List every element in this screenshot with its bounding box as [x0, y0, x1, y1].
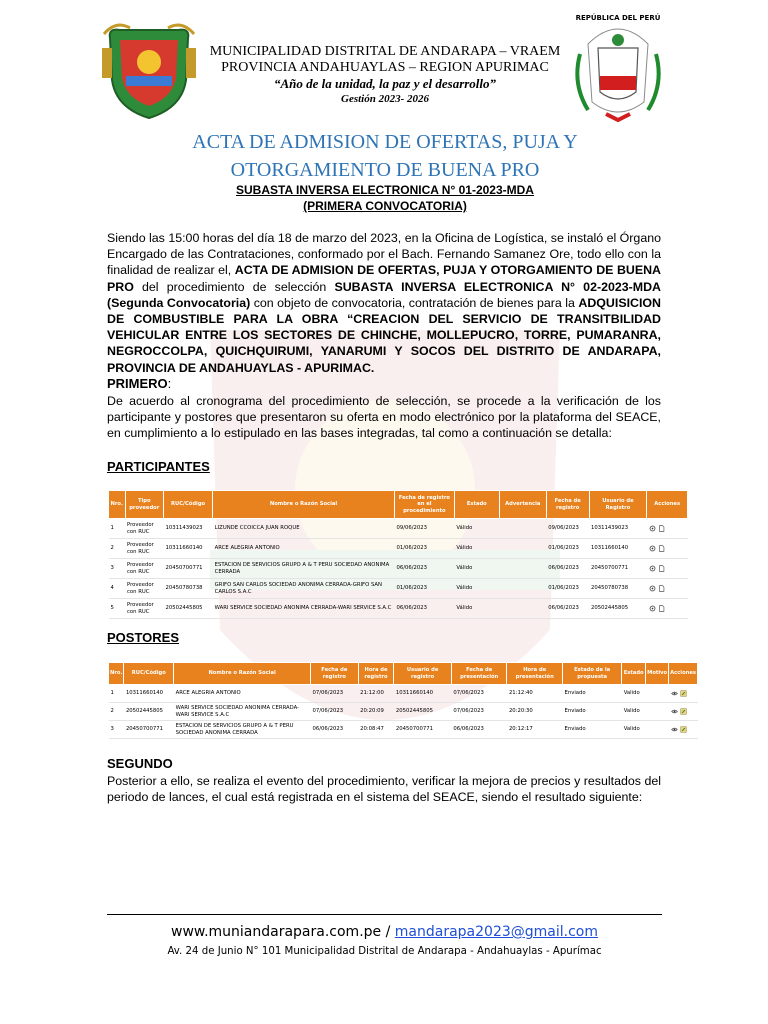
eye-icon[interactable] [671, 726, 678, 733]
table-row [109, 559, 688, 579]
participantes-col-header: Advertencia [499, 491, 546, 519]
postores-actions-cell [669, 703, 698, 721]
participantes-cell: 20502445805 [163, 599, 212, 619]
peru-coat-of-arms-logo [570, 14, 666, 126]
header-line-1: MUNICIPALIDAD DISTRITAL DE ANDARAPA – VRAEM [209, 44, 561, 59]
participantes-heading: PARTICIPANTES [107, 459, 210, 474]
participantes-cell: 20450780738 [163, 579, 212, 599]
postores-col-header: Hora de presentación [507, 663, 563, 685]
header-block [190, 44, 580, 107]
footer-address: Av. 24 de Junio N° 101 Municipalidad Distrital de Andarapa - Andahuaylas - Apurímac [167, 946, 602, 957]
table-row [109, 703, 698, 721]
action-icons [649, 606, 667, 612]
action-icons [671, 691, 689, 697]
participantes-cell [499, 519, 546, 539]
postores-cell: 20502445805 [394, 703, 452, 721]
participantes-cell: ARCE ALEGRIA ANTONIO [213, 539, 395, 559]
participantes-cell: LIZUNDE CCOICCA JUAN ROQUE [213, 519, 395, 539]
postores-col-header: RUC/Código [124, 663, 174, 685]
postores-cell: Enviado [563, 721, 622, 739]
participantes-cell: 20450700771 [163, 559, 212, 579]
participantes-col-header: Fecha de registro [546, 491, 589, 519]
postores-cell: 20502445805 [124, 703, 174, 721]
participantes-cell [499, 599, 546, 619]
postores-cell: 21:12:40 [507, 685, 563, 703]
postores-actions-cell [669, 721, 698, 739]
participantes-cell: 01/06/2023 [546, 579, 589, 599]
participantes-cell: 09/06/2023 [546, 519, 589, 539]
postores-cell: 1 [109, 685, 124, 703]
postores-table-body [109, 685, 698, 739]
footer-email-link[interactable]: mandarapa2023@gmail.com [394, 924, 598, 940]
document-title [120, 128, 650, 184]
table-row [109, 579, 688, 599]
postores-col-header: Usuario de registro [394, 663, 452, 685]
intro-bold-2: SUBASTA INVERSA ELECTRONICA N° 02-2023-MDA (Segunda Convocatoria) [107, 279, 661, 310]
participantes-cell: 20502445805 [589, 599, 647, 619]
participantes-cell: 06/06/2023 [546, 599, 589, 619]
municipal-shield-logo [100, 18, 198, 122]
document-subtitle [150, 182, 620, 214]
participantes-col-header: Nombre o Razón Social [213, 491, 395, 519]
postores-cell: Enviado [563, 703, 622, 721]
postores-col-header: Fecha de registro [311, 663, 359, 685]
action-icons [649, 586, 667, 592]
intro-paragraph [107, 230, 661, 376]
title-line-2: OTORGAMIENTO DE BUENA PRO [230, 159, 540, 181]
document-icon[interactable] [658, 545, 665, 552]
subtitle-line-1: SUBASTA INVERSA ELECTRONICA N° 01-2023-MDA [236, 183, 534, 197]
eye-icon[interactable] [671, 690, 678, 697]
postores-cell: Enviado [563, 685, 622, 703]
participantes-cell: WARI SERVICE SOCIEDAD ANONIMA CERRADA-WARI SERVICE S.A.C [213, 599, 395, 619]
postores-cell: 20:20:30 [507, 703, 563, 721]
footer-contact [107, 922, 662, 942]
participantes-actions-cell [647, 519, 688, 539]
participantes-cell: Proveedor con RUC [125, 579, 163, 599]
postores-cell: Valido [622, 703, 646, 721]
postores-cell: 06/06/2023 [451, 721, 507, 739]
postores-col-header: Motivo [646, 663, 669, 685]
participantes-table [108, 490, 688, 619]
table-row [109, 539, 688, 559]
postores-actions-cell [669, 685, 698, 703]
postores-col-header: Hora de registro [358, 663, 394, 685]
participantes-cell: 1 [109, 519, 126, 539]
participantes-cell: 10311660140 [589, 539, 647, 559]
participantes-cell: 10311660140 [163, 539, 212, 559]
participantes-cell: 09/06/2023 [394, 519, 454, 539]
action-icons [649, 566, 667, 572]
postores-col-header: Nombre o Razón Social [174, 663, 311, 685]
action-icons [671, 709, 689, 715]
postores-cell: 20:20:09 [358, 703, 394, 721]
table-row [109, 685, 698, 703]
segundo-paragraph: Posterior a ello, se realiza el evento del procedimiento, verificar la mejora de precios y resultados del periodo de lances, el cual está registrada en el sistema del SEACE, siendo el resultado siguiente: [107, 774, 661, 805]
primero-label: PRIMERO [107, 376, 168, 391]
intro-text-2: del procedimiento de selección [133, 279, 335, 294]
primero-paragraph: De acuerdo al cronograma del procedimiento de selección, se procede a la verificación de los participante y postores que presentaron su oferta en modo electrónico por la plataforma del SEACE, en cumplimiento a lo estipulado en las bases integradas, tal como a continuación se detalla: [107, 394, 661, 441]
postores-cell: Valido [622, 685, 646, 703]
participantes-cell: 01/06/2023 [394, 579, 454, 599]
participantes-actions-cell [647, 579, 688, 599]
header-slogan: “Año de la unidad, la paz y el desarrollo” [273, 76, 497, 91]
participantes-actions-cell [647, 539, 688, 559]
postores-col-header: Nro. [109, 663, 124, 685]
postores-cell: 07/06/2023 [311, 703, 359, 721]
postores-cell: 3 [109, 721, 124, 739]
edit-icon[interactable] [680, 708, 687, 715]
primero-heading [107, 376, 171, 391]
postores-cell: 07/06/2023 [451, 703, 507, 721]
header-gestion: Gestión 2023- 2026 [341, 93, 429, 105]
action-icons [671, 727, 689, 733]
table-row [109, 519, 688, 539]
postores-cell: 07/06/2023 [311, 685, 359, 703]
postores-heading: POSTORES [107, 630, 180, 645]
intro-bold-1: ACTA DE ADMISION DE OFERTAS, PUJA Y OTORGAMIENTO DE BUENA PRO [107, 263, 662, 294]
document-icon[interactable] [658, 565, 665, 572]
participantes-cell [499, 579, 546, 599]
document-icon[interactable] [658, 585, 665, 592]
participantes-cell: 01/06/2023 [394, 539, 454, 559]
postores-cell: 10311660140 [394, 685, 452, 703]
postores-cell: 20450700771 [394, 721, 452, 739]
participantes-cell: Proveedor con RUC [125, 559, 163, 579]
segundo-heading: SEGUNDO [107, 756, 173, 771]
postores-cell [646, 685, 669, 703]
postores-cell: ARCE ALEGRIA ANTONIO [174, 685, 311, 703]
participantes-col-header: Acciones [647, 491, 688, 519]
edit-icon[interactable] [680, 690, 687, 697]
participantes-cell: Proveedor con RUC [125, 599, 163, 619]
postores-col-header: Estado de la propuesta [563, 663, 622, 685]
intro-text-1: Siendo las 15:00 horas del día 18 de marzo del 2023, en la Oficina de Logística, se instaló el Órgano Encargado de las Contrataciones, conformado por el Bach. Fernando Samanez Ore, todo ello con la finalidad de realizar el, [107, 231, 661, 278]
view-icon[interactable] [649, 525, 656, 532]
table-row [109, 721, 698, 739]
document-icon[interactable] [658, 605, 665, 612]
participantes-col-header: Fecha de registro en el procedimiento [394, 491, 454, 519]
postores-table [108, 662, 698, 739]
participantes-cell: 4 [109, 579, 126, 599]
header-line-2: PROVINCIA ANDAHUAYLAS – REGION APURIMAC [221, 60, 549, 75]
postores-cell: 10311660140 [124, 685, 174, 703]
participantes-cell: 20450700771 [589, 559, 647, 579]
postores-cell: 20:12:17 [507, 721, 563, 739]
table-row [109, 599, 688, 619]
participantes-col-header: Usuario de Registro [589, 491, 647, 519]
peru-shield-caption: REPÚBLICA DEL PERÚ [575, 14, 661, 22]
participantes-cell: Válido [454, 519, 499, 539]
participantes-cell: Válido [454, 579, 499, 599]
subtitle-line-2: (PRIMERA CONVOCATORIA) [303, 199, 467, 213]
postores-cell: 2 [109, 703, 124, 721]
view-icon[interactable] [649, 605, 656, 612]
participantes-cell: GRIFO SAN CARLOS SOCIEDAD ANONIMA CERRADA-GRIFO SAN CARLOS S.A.C [213, 579, 395, 599]
participantes-cell: 2 [109, 539, 126, 559]
postores-col-header: Estado [622, 663, 646, 685]
participantes-actions-cell [647, 599, 688, 619]
participantes-cell: Proveedor con RUC [125, 539, 163, 559]
postores-cell [646, 721, 669, 739]
participantes-cell: 10311439023 [589, 519, 647, 539]
participantes-table-body [109, 519, 688, 619]
participantes-cell: 20450780738 [589, 579, 647, 599]
participantes-cell: 06/06/2023 [394, 559, 454, 579]
edit-icon[interactable] [680, 726, 687, 733]
participantes-col-header: RUC/Código [163, 491, 212, 519]
participantes-col-header: Tipo proveedor [125, 491, 163, 519]
postores-header-row [109, 663, 698, 685]
postores-cell: ESTACION DE SERVICIOS GRUPO A & T PERU SOCIEDAD ANONIMA CERRADA [174, 721, 311, 739]
postores-cell: 21:12:00 [358, 685, 394, 703]
action-icons [649, 526, 667, 532]
participantes-cell: 3 [109, 559, 126, 579]
postores-cell: 07/06/2023 [451, 685, 507, 703]
participantes-cell: Válido [454, 599, 499, 619]
view-icon[interactable] [649, 585, 656, 592]
view-icon[interactable] [649, 545, 656, 552]
postores-cell: 20:08:47 [358, 721, 394, 739]
primero-colon: : [167, 376, 172, 391]
postores-col-header: Fecha de presentación [451, 663, 507, 685]
participantes-cell: 01/06/2023 [546, 539, 589, 559]
participantes-cell [499, 539, 546, 559]
postores-cell: WARI SERVICE SOCIEDAD ANONIMA CERRADA-WARI SERVICE S.A.C [174, 703, 311, 721]
participantes-cell: 06/06/2023 [394, 599, 454, 619]
participantes-cell: 10311439023 [163, 519, 212, 539]
footer-website[interactable]: www.muniandarapara.com.pe [171, 924, 382, 940]
document-icon[interactable] [658, 525, 665, 532]
participantes-cell: ESTACION DE SERVICIOS GRUPO A & T PERU SOCIEDAD ANONIMA CERRADA [213, 559, 395, 579]
action-icons [649, 546, 667, 552]
postores-cell [646, 703, 669, 721]
eye-icon[interactable] [671, 708, 678, 715]
postores-col-header: Acciones [669, 663, 698, 685]
participantes-cell: 5 [109, 599, 126, 619]
participantes-cell: Válido [454, 539, 499, 559]
participantes-col-header: Estado [454, 491, 499, 519]
participantes-col-header: Nro. [109, 491, 126, 519]
postores-cell: 20450700771 [124, 721, 174, 739]
participantes-cell: Proveedor con RUC [125, 519, 163, 539]
footer-divider [107, 914, 662, 915]
postores-cell: 06/06/2023 [311, 721, 359, 739]
participantes-cell: Válido [454, 559, 499, 579]
postores-cell: Valido [622, 721, 646, 739]
participantes-cell [499, 559, 546, 579]
intro-bold-3: ADQUISICION DE COMBUSTIBLE PARA LA OBRA “CREACION DEL SERVICIO DE TRANSITBILIDAD VEHICULAR ENTRE LOS SECTORES DE CHINCHE, MOLLEPUCRO, TORRE, PUMARANRA, NEGROCCOLPA, QUICHQUIRUMI, YANARUMI Y SOCOS DEL DISTRITO DE ANDARAPA, PROVINCIA DE ANDAHUAYLAS - APURIMAC. [107, 295, 661, 375]
title-line-1: ACTA DE ADMISION DE OFERTAS, PUJA Y [192, 131, 578, 153]
footer-separator: / [381, 924, 395, 940]
intro-text-3: con objeto de convocatoria, contratación de bienes para la [250, 295, 579, 310]
participantes-cell: 06/06/2023 [546, 559, 589, 579]
view-icon[interactable] [649, 565, 656, 572]
participantes-header-row [109, 491, 688, 519]
participantes-actions-cell [647, 559, 688, 579]
